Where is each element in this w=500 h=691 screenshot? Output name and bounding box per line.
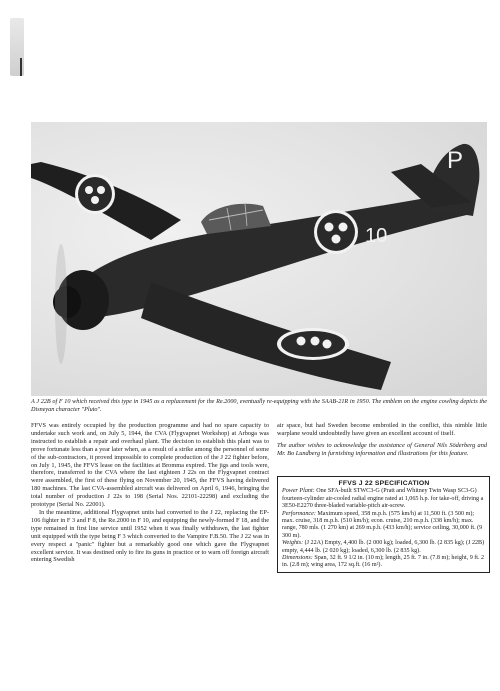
article-column-left [31,422,269,564]
aircraft-photo [31,122,487,396]
spec-key: Performance: [282,510,316,517]
acknowledgement: The author wishes to acknowledge the assistance of General Nils Söderberg and Mr. Bo Lundberg in furnishing information and illustrations for this feature. [277,441,487,457]
photo-caption: A J 22B of F 10 which received this type in 1945 as a replacement for the Re.2000, eventually re-equipping with the SAAB-21R in 1950. The emblem on the engine cowling depicts the Disneyan character "Pluto". [31,398,487,413]
spec-item [282,540,486,555]
spec-key: Dimensions: [282,555,313,562]
roundel-fuselage [314,210,358,254]
paragraph: air space, but had Sweden become embroiled in the conflict, this nimble little warplane would undoubtedly have given an excellent account of itself. [277,422,487,437]
paragraph: FFVS was entirely occupied by the production programme and had no spare capacity to undertake such work and, on July 5, 1944, the CVA (Flygvapnet Workshop) at Arboga was instructed to establish a repair and overhaul plant. The decision to establish this plant was to prove fortunate less than a year later when, as a result of a strike among the personnel of some of the sub-contractors, it proved impossible to complete production of the J 22 fighter before, on July 1, 1945, the FFVS lease on the facilities at Bromma expired. The jigs and tools were, therefore, transferred to the CVA where the last eighteen J 22s on the Flygvapnet contract were assembled, the first of these flying on November 20, 1945, the FFVS having delivered 180 machines. The last CVA-assembled aircraft was delivered on April 6, 1946, bringing the total number of production J 22s to 198 (Serial Nos. 22101-22298) and excluding the prototype (Serial No. 22001). [31,422,269,509]
spec-item [282,555,486,570]
specification-box [277,476,490,573]
fuselage-number: 10 [365,225,388,247]
spec-value: Maximum speed, 358 m.p.h. (575 km/h) at 11,500 ft. (3 500 m); max. cruise, 318 m.p.h. (510 km/h); econ. cruise, 210 m.p.h. (338 km/h); max. range, 780 mls. (1 270 km) at 269 m.p.h. (433 km/h); service ceiling, 30,000 ft. (9 300 m). [282,510,483,539]
specification-title: FFVS J 22 SPECIFICATION [338,480,430,487]
spec-key: Weights: [282,540,304,547]
spec-item [282,511,486,541]
article-column-right [277,422,487,461]
spec-value: (J 22A) Empty, 4,400 lb. (2 000 kg); loaded, 6,300 lb. (2 835 kg); (J 22B) empty, 4,444 lb. (2 020 kg); loaded, 6,300 lb. (2 835 kg). [282,540,485,554]
roundel-lower-wing [277,328,349,360]
binder-mark [20,58,22,76]
spec-item [282,488,486,510]
spec-key: Power Plant: [282,488,315,495]
spec-value: Span, 32 ft. 9 1/2 in. (10 m); length, 25 ft. 7 in. (7.8 m); height, 9 ft. 2 in. (2.8 m); wing area, 172 sq.ft. (16 m²). [282,555,485,569]
roundel-upper-wing [75,174,115,214]
tail-letter: P [447,147,464,174]
paragraph: In the meantime, additional Flygvapnet units had converted to the J 22, replacing the EP-106 fighter in F 3 and F 8, the Re.2000 in F 10, and equipping the newly-formed F 18, and the type remained in first line service until 1952 when it was finally withdrawn, the last fighter unit equipped with the type being F 3 which converted to the Vampire F.B.50. The J 22 was in every respect a "panic" fighter but a remarkably good one which gave the Flygvapnet excellent service. It was destined only to fire its guns in practice or to warn off foreign aircraft entering Swedish [31,508,269,564]
spec-value: One SFA-built STWC3-G (Pratt and Whitney Twin Wasp SC3-G) fourteen-cylinder air-cooled radial engine rated at 1,065 h.p. for take-off, driving a 3E50-E2270 three-bladed variable-pitch air-screw. [282,488,484,510]
